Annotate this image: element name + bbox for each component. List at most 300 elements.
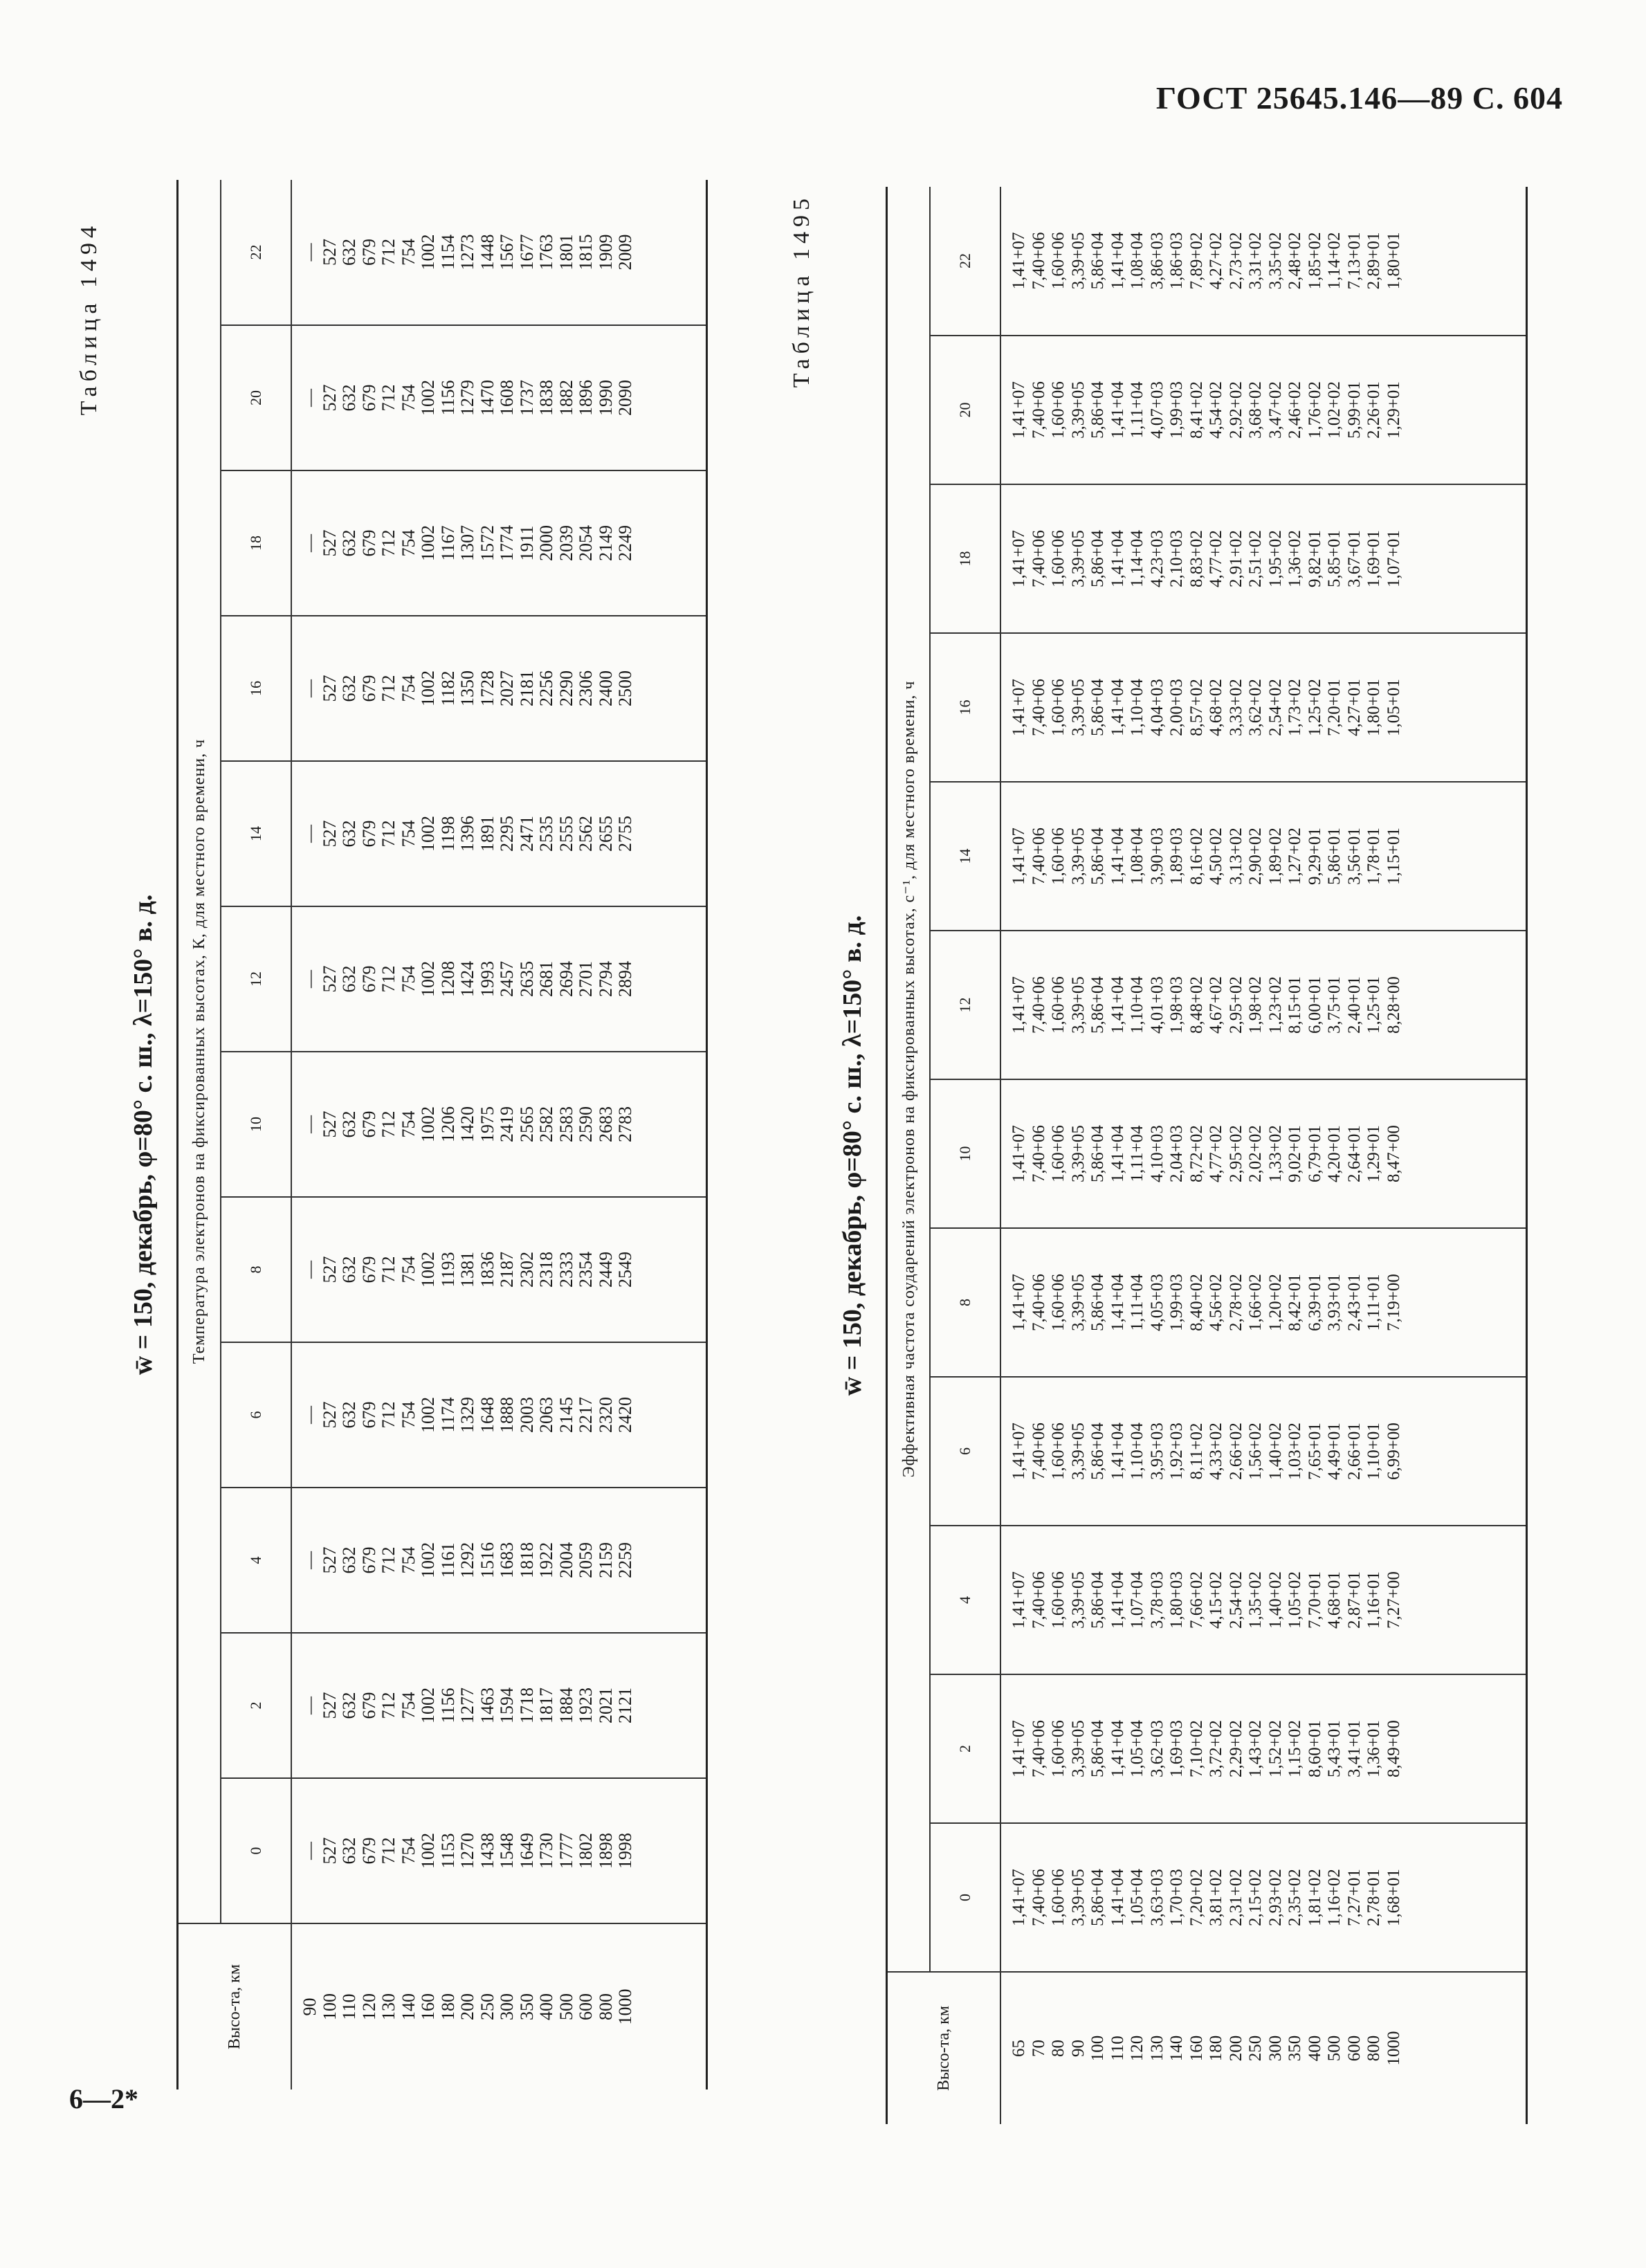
- cell-value: 1,41+04: [1108, 381, 1127, 439]
- cell-value: 527: [319, 384, 340, 412]
- cell-value: 6,39+01: [1305, 1274, 1324, 1331]
- cell-value: 1,60+06: [1049, 530, 1068, 587]
- cell-value: 2,93+02: [1265, 1869, 1285, 1926]
- table-1494: [176, 180, 708, 2089]
- cell-value: 1,41+04: [1108, 1869, 1127, 1926]
- cell-value: 1516: [477, 1542, 497, 1578]
- cell-value: 2059: [576, 1542, 596, 1578]
- cell-value: 8,42+01: [1286, 1274, 1304, 1331]
- height-value: 80: [1049, 2040, 1068, 2057]
- cell-value: 8,49+00: [1384, 1720, 1403, 1777]
- cell-value: 1,35+02: [1246, 1571, 1265, 1629]
- cell-value: 2535: [536, 816, 556, 852]
- cell-value: 3,41+01: [1344, 1720, 1364, 1777]
- height-value: 70: [1029, 2040, 1048, 2057]
- height-value: 500: [1325, 2035, 1344, 2062]
- cell-value: 1002: [418, 961, 438, 997]
- height-value: 800: [595, 1993, 616, 2020]
- cell-value: 2,15+02: [1246, 1869, 1265, 1926]
- cell-value: 1,41+04: [1108, 530, 1127, 587]
- cell-value: 1815: [576, 234, 596, 271]
- cell-value: 2,54+02: [1265, 679, 1285, 736]
- cell-value: 1,95+02: [1265, 530, 1285, 587]
- cell-value: 8,60+01: [1305, 1720, 1324, 1777]
- cell-value: 1,89+02: [1265, 827, 1285, 885]
- cell-value: 1677: [516, 234, 537, 271]
- cell-value: 1,41+04: [1108, 976, 1127, 1034]
- cell-value: 1,41+04: [1108, 827, 1127, 885]
- cell-value: 1,78+01: [1364, 827, 1383, 885]
- cell-value: 5,86+04: [1088, 827, 1107, 885]
- height-value: 1000: [615, 1988, 635, 2025]
- cell-value: 1898: [595, 1833, 616, 1869]
- cell-value: 1167: [437, 525, 458, 561]
- data-column-4: [1000, 1526, 1526, 1674]
- cell-value: 2565: [516, 1106, 537, 1142]
- cell-value: 2,73+02: [1226, 232, 1245, 290]
- cell-value: 2256: [536, 670, 556, 706]
- data-column-6: [1000, 1377, 1526, 1526]
- cell-value: 1002: [418, 525, 438, 561]
- cell-value: 2054: [576, 525, 596, 561]
- cell-value: 3,39+05: [1068, 1423, 1088, 1480]
- cell-value: 2582: [536, 1106, 556, 1142]
- cell-value: 5,99+01: [1344, 381, 1364, 439]
- column-header-4: 4: [930, 1526, 1000, 1674]
- cell-value: 1838: [536, 380, 556, 416]
- cell-value: 679: [358, 820, 379, 848]
- table-1494-title: w̄ = 150, декабрь, φ=80° с. ш., λ=150° в. д.: [129, 894, 158, 1375]
- cell-value: 3,39+05: [1068, 1125, 1088, 1182]
- cell-value: 1,33+02: [1265, 1125, 1285, 1182]
- height-value: 350: [516, 1993, 537, 2020]
- height-value: 160: [1187, 2035, 1206, 2062]
- cell-value: 1002: [418, 670, 438, 706]
- cell-value: 679: [358, 965, 379, 993]
- cell-value: 1396: [457, 816, 477, 852]
- cell-value: 4,77+02: [1207, 530, 1225, 587]
- cell-value: 7,40+06: [1029, 1274, 1048, 1331]
- cell-value: 1,60+06: [1049, 827, 1068, 885]
- cell-value: 2400: [595, 670, 616, 706]
- cell-value: 5,86+04: [1088, 1423, 1107, 1480]
- cell-value: 3,56+01: [1344, 827, 1364, 885]
- cell-value: 2,91+02: [1226, 530, 1245, 587]
- cell-value: 1,10+04: [1128, 976, 1146, 1034]
- cell-value: 4,23+03: [1147, 530, 1167, 587]
- cell-value: 1002: [418, 1106, 438, 1142]
- cell-value: 7,66+02: [1187, 1571, 1206, 1629]
- cell-value: 1002: [418, 1397, 438, 1433]
- cell-value: 2,40+01: [1344, 976, 1364, 1034]
- cell-value: 1,60+06: [1049, 1571, 1068, 1629]
- cell-value: 8,28+00: [1384, 976, 1403, 1034]
- cell-value: 1,69+03: [1167, 1720, 1186, 1777]
- data-column-0: [1000, 1823, 1526, 1972]
- cell-value: 1,81+02: [1305, 1869, 1324, 1926]
- cell-value: 5,86+04: [1088, 1125, 1107, 1182]
- cell-value: 527: [319, 529, 340, 557]
- data-column-10: [291, 1052, 706, 1197]
- cell-value: 2457: [497, 961, 517, 997]
- cell-value: 1198: [437, 816, 458, 852]
- cell-value: 2681: [536, 961, 556, 997]
- cell-value: 2471: [516, 816, 537, 852]
- cell-value: 2,43+01: [1344, 1274, 1364, 1331]
- cell-value: —: [300, 1406, 320, 1424]
- cell-value: 7,40+06: [1029, 381, 1048, 439]
- data-column-12: [291, 906, 706, 1052]
- cell-value: 1548: [497, 1833, 517, 1869]
- cell-value: 679: [358, 529, 379, 557]
- cell-value: 632: [339, 238, 359, 266]
- cell-value: 1,41+04: [1108, 679, 1127, 736]
- height-value: 140: [1167, 2035, 1186, 2062]
- cell-value: 1463: [477, 1688, 497, 1723]
- cell-value: 8,11+02: [1187, 1423, 1206, 1480]
- cell-value: 1737: [516, 380, 537, 416]
- cell-value: 1470: [477, 380, 497, 416]
- cell-value: 7,40+06: [1029, 679, 1048, 736]
- cell-value: 1,41+07: [1009, 381, 1028, 439]
- cell-value: 2354: [576, 1252, 596, 1288]
- height-column: [291, 1923, 706, 2089]
- cell-value: 7,65+01: [1305, 1423, 1324, 1480]
- cell-value: 2318: [536, 1252, 556, 1288]
- cell-value: 2,66+02: [1226, 1423, 1245, 1480]
- height-value: 160: [418, 1993, 438, 2020]
- cell-value: 754: [398, 675, 419, 702]
- cell-value: 1884: [556, 1688, 576, 1723]
- cell-value: 1,60+06: [1049, 1869, 1068, 1926]
- cell-value: 2420: [615, 1397, 635, 1433]
- cell-value: 2419: [497, 1106, 517, 1142]
- cell-value: 1,60+06: [1049, 1125, 1068, 1182]
- column-header-8: 8: [221, 1197, 291, 1342]
- cell-value: 1,25+01: [1364, 976, 1383, 1034]
- height-value: 400: [1305, 2035, 1324, 2062]
- data-column-2: [291, 1633, 706, 1778]
- cell-value: 2,78+01: [1364, 1869, 1383, 1926]
- cell-value: 2302: [516, 1252, 537, 1288]
- cell-value: 2027: [497, 670, 517, 706]
- cell-value: 2,64+01: [1344, 1125, 1364, 1182]
- cell-value: 1990: [595, 380, 616, 416]
- cell-value: 754: [398, 384, 419, 412]
- cell-value: 1156: [437, 380, 458, 416]
- cell-value: 1,41+07: [1009, 1571, 1028, 1629]
- column-header-14: 14: [930, 782, 1000, 931]
- cell-value: 7,40+06: [1029, 976, 1048, 1034]
- cell-value: 679: [358, 1110, 379, 1138]
- cell-value: 754: [398, 1110, 419, 1138]
- cell-value: —: [300, 679, 320, 697]
- height-value: 350: [1286, 2035, 1304, 2062]
- cell-value: 1,89+03: [1167, 827, 1186, 885]
- cell-value: 7,19+00: [1384, 1274, 1403, 1331]
- cell-value: 2,51+02: [1246, 530, 1265, 587]
- cell-value: 7,40+06: [1029, 232, 1048, 290]
- cell-value: 1,36+01: [1364, 1720, 1383, 1777]
- cell-value: 2009: [615, 234, 635, 271]
- cell-value: 1801: [556, 234, 576, 271]
- cell-value: 1,29+01: [1384, 381, 1403, 439]
- cell-value: 1,60+06: [1049, 1720, 1068, 1777]
- cell-value: 1683: [497, 1542, 517, 1578]
- cell-value: 1329: [457, 1397, 477, 1433]
- cell-value: 1350: [457, 670, 477, 706]
- cell-value: 2090: [615, 380, 635, 416]
- cell-value: 7,20+02: [1187, 1869, 1206, 1926]
- cell-value: 2549: [615, 1252, 635, 1288]
- cell-value: 4,56+02: [1207, 1274, 1225, 1331]
- cell-value: 754: [398, 1401, 419, 1429]
- page-folio: 6—2*: [69, 2083, 138, 2114]
- cell-value: 2187: [497, 1252, 517, 1288]
- cell-value: 1975: [477, 1106, 497, 1142]
- cell-value: 1,11+04: [1128, 381, 1146, 439]
- column-header-8: 8: [930, 1228, 1000, 1377]
- cell-value: 1,16+01: [1364, 1571, 1383, 1629]
- cell-value: 1,98+03: [1167, 976, 1186, 1034]
- cell-value: 1923: [576, 1688, 596, 1723]
- cell-value: 1,10+01: [1364, 1423, 1383, 1480]
- cell-value: 1307: [457, 525, 477, 561]
- cell-value: 2,78+02: [1226, 1274, 1245, 1331]
- cell-value: 2,10+03: [1167, 530, 1186, 587]
- cell-value: 3,39+05: [1068, 1720, 1088, 1777]
- height-value: 800: [1364, 2035, 1383, 2062]
- cell-value: 2583: [556, 1106, 576, 1142]
- cell-value: 2701: [576, 961, 596, 997]
- cell-value: 2,00+03: [1167, 679, 1186, 736]
- cell-value: 2021: [595, 1688, 616, 1723]
- cell-value: 1,41+04: [1108, 1571, 1127, 1629]
- cell-value: 8,16+02: [1187, 827, 1206, 885]
- cell-value: 1763: [536, 234, 556, 271]
- cell-value: 1,73+02: [1286, 679, 1304, 736]
- cell-value: 1648: [477, 1397, 497, 1433]
- cell-value: 679: [358, 1692, 379, 1719]
- cell-value: 2,35+02: [1286, 1869, 1304, 1926]
- cell-value: 8,47+00: [1384, 1125, 1403, 1182]
- cell-value: 1,41+07: [1009, 1720, 1028, 1777]
- cell-value: —: [300, 534, 320, 552]
- cell-value: 5,86+04: [1088, 1869, 1107, 1926]
- cell-value: 1718: [516, 1688, 537, 1723]
- table-1495-title: w̄ = 150, декабрь, φ=80° с. ш., λ=150° в. д.: [838, 915, 867, 1396]
- height-value: 180: [437, 1993, 458, 2020]
- cell-value: 4,49+01: [1325, 1423, 1344, 1480]
- cell-value: 527: [319, 1256, 340, 1283]
- cell-value: 679: [358, 384, 379, 412]
- cell-value: 1572: [477, 525, 497, 561]
- column-header-18: 18: [221, 470, 291, 616]
- cell-value: 2449: [595, 1252, 616, 1288]
- cell-value: 7,89+02: [1187, 232, 1206, 290]
- cell-value: 7,40+06: [1029, 530, 1048, 587]
- cell-value: 2063: [536, 1397, 556, 1433]
- cell-value: 1,69+01: [1364, 530, 1383, 587]
- cell-value: 1420: [457, 1106, 477, 1142]
- cell-value: 1182: [437, 670, 458, 706]
- cell-value: 1273: [457, 234, 477, 271]
- height-value: 600: [576, 1993, 596, 2020]
- cell-value: 527: [319, 1837, 340, 1865]
- column-header-10: 10: [221, 1052, 291, 1197]
- cell-value: 1882: [556, 380, 576, 416]
- cell-value: 2,54+02: [1226, 1571, 1245, 1629]
- cell-value: 1888: [497, 1397, 517, 1433]
- cell-value: 754: [398, 820, 419, 848]
- cell-value: 1,11+04: [1128, 1125, 1146, 1182]
- cell-value: 632: [339, 965, 359, 993]
- cell-value: 1438: [477, 1833, 497, 1869]
- cell-value: 3,62+02: [1246, 679, 1265, 736]
- cell-value: 2259: [615, 1542, 635, 1578]
- cell-value: 712: [378, 1401, 399, 1429]
- height-value: 200: [1226, 2035, 1245, 2062]
- cell-value: 4,50+02: [1207, 827, 1225, 885]
- cell-value: 712: [378, 675, 399, 702]
- cell-value: 3,39+05: [1068, 232, 1088, 290]
- cell-value: —: [300, 1551, 320, 1569]
- cell-value: 712: [378, 1110, 399, 1138]
- cell-value: 1,05+04: [1128, 1720, 1146, 1777]
- cell-value: 1,85+02: [1305, 232, 1324, 290]
- cell-value: 1206: [437, 1106, 458, 1142]
- cell-value: 1,41+07: [1009, 232, 1028, 290]
- cell-value: 754: [398, 529, 419, 557]
- cell-value: 3,39+05: [1068, 1274, 1088, 1331]
- height-value: 140: [398, 1993, 419, 2020]
- cell-value: 5,43+01: [1325, 1720, 1344, 1777]
- cell-value: 7,40+06: [1029, 1869, 1048, 1926]
- cell-value: 1,41+04: [1108, 1423, 1127, 1480]
- cell-value: 1,41+04: [1108, 1274, 1127, 1331]
- cell-value: 1,11+04: [1128, 1274, 1146, 1331]
- cell-value: 4,04+03: [1147, 679, 1167, 736]
- cell-value: 1,14+04: [1128, 530, 1146, 587]
- cell-value: 2004: [556, 1542, 576, 1578]
- cell-value: 1,25+02: [1305, 679, 1324, 736]
- cell-value: 2295: [497, 816, 517, 852]
- cell-value: 527: [319, 1401, 340, 1429]
- cell-value: 6,00+01: [1305, 976, 1324, 1034]
- data-column-20: [1000, 336, 1526, 484]
- cell-value: 3,81+02: [1207, 1869, 1225, 1926]
- cell-value: —: [300, 970, 320, 988]
- cell-value: 1002: [418, 380, 438, 416]
- cell-value: 632: [339, 820, 359, 848]
- table-1495-label: Таблица 1495: [789, 194, 814, 388]
- cell-value: 3,35+02: [1265, 232, 1285, 290]
- cell-value: 679: [358, 1401, 379, 1429]
- cell-value: 1,41+07: [1009, 827, 1028, 885]
- cell-value: 712: [378, 1692, 399, 1719]
- data-column-0: [291, 1778, 706, 1923]
- cell-value: 679: [358, 1546, 379, 1574]
- column-header-16: 16: [930, 633, 1000, 782]
- cell-value: 2003: [516, 1397, 537, 1433]
- cell-value: 2,31+02: [1226, 1869, 1245, 1926]
- cell-value: 2635: [516, 961, 537, 997]
- cell-value: 3,47+02: [1265, 381, 1285, 439]
- column-header-6: 6: [930, 1377, 1000, 1526]
- data-column-8: [291, 1197, 706, 1342]
- column-header-20: 20: [221, 325, 291, 470]
- cell-value: 1193: [437, 1252, 458, 1288]
- cell-value: 754: [398, 1837, 419, 1865]
- cell-value: 527: [319, 675, 340, 702]
- height-value: 250: [1246, 2035, 1265, 2062]
- height-value: 120: [1128, 2035, 1146, 2062]
- cell-value: 632: [339, 1110, 359, 1138]
- cell-value: 9,29+01: [1305, 827, 1324, 885]
- cell-value: 1,92+03: [1167, 1423, 1186, 1480]
- cell-value: 632: [339, 1256, 359, 1283]
- cell-value: 3,86+03: [1147, 232, 1167, 290]
- cell-value: 1,11+01: [1364, 1274, 1383, 1331]
- cell-value: 2590: [576, 1106, 596, 1142]
- cell-value: 632: [339, 529, 359, 557]
- cell-value: 5,86+04: [1088, 1720, 1107, 1777]
- cell-value: 2,92+02: [1226, 381, 1245, 439]
- cell-value: 1153: [437, 1833, 458, 1869]
- cell-value: 3,72+02: [1207, 1720, 1225, 1777]
- cell-value: 1002: [418, 1688, 438, 1723]
- cell-value: 2783: [615, 1106, 635, 1142]
- cell-value: 527: [319, 965, 340, 993]
- height-value: 120: [358, 1993, 379, 2020]
- cell-value: 1208: [437, 961, 458, 997]
- height-column-header: Высо-та, км: [887, 1972, 1001, 2124]
- cell-value: 527: [319, 1692, 340, 1719]
- cell-value: —: [300, 389, 320, 407]
- cell-value: 1,10+04: [1128, 679, 1146, 736]
- cell-value: 754: [398, 1256, 419, 1283]
- cell-value: 1,98+02: [1246, 976, 1265, 1034]
- cell-value: 2,48+02: [1286, 232, 1304, 290]
- cell-value: 1,07+01: [1384, 530, 1403, 587]
- data-column-14: [1000, 782, 1526, 931]
- cell-value: 8,83+02: [1187, 530, 1206, 587]
- cell-value: 1,99+03: [1167, 381, 1186, 439]
- height-column: [1000, 1972, 1526, 2124]
- cell-value: 1002: [418, 1252, 438, 1288]
- data-column-12: [1000, 931, 1526, 1079]
- cell-value: 1,80+03: [1167, 1571, 1186, 1629]
- cell-value: 9,02+01: [1286, 1125, 1304, 1182]
- cell-value: 4,07+03: [1147, 381, 1167, 439]
- cell-value: 632: [339, 1692, 359, 1719]
- cell-value: 712: [378, 1546, 399, 1574]
- data-column-4: [291, 1488, 706, 1633]
- cell-value: 1292: [457, 1542, 477, 1578]
- cell-value: 4,54+02: [1207, 381, 1225, 439]
- cell-value: 7,70+01: [1305, 1571, 1324, 1629]
- cell-value: 5,86+04: [1088, 1274, 1107, 1331]
- cell-value: 1728: [477, 670, 497, 706]
- cell-value: 1,23+02: [1265, 976, 1285, 1034]
- cell-value: 2121: [615, 1688, 635, 1723]
- cell-value: 9,82+01: [1305, 530, 1324, 587]
- cell-value: 1174: [437, 1397, 458, 1433]
- cell-value: 1381: [457, 1252, 477, 1288]
- column-header-6: 6: [221, 1342, 291, 1488]
- cell-value: 4,77+02: [1207, 1125, 1225, 1182]
- cell-value: 2149: [595, 525, 616, 561]
